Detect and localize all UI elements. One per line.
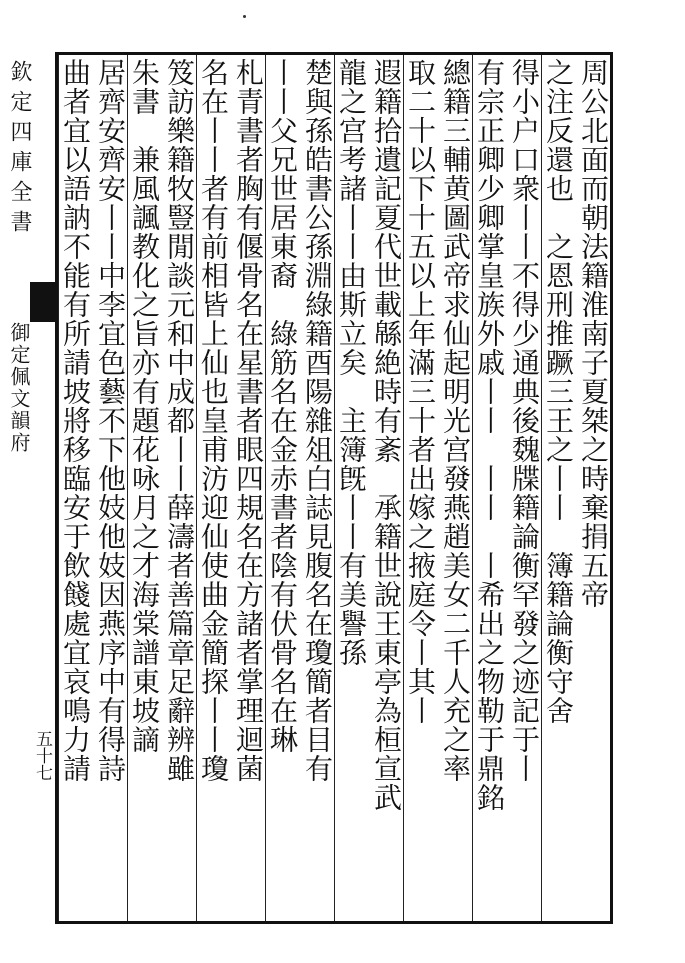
text-column-6: 取二十以下十五以上年滿三十者出嫁之掖庭令丨其丨 <box>404 58 437 725</box>
series-title: 欽定四庫全書 <box>7 60 32 240</box>
text-column-11: 札青書者胸有偃骨名在星書者眼四規名在方諸者掌理迴菌 <box>232 58 265 783</box>
text-column-4: 有宗正卿少卿掌皇族外戚丨丨 丨丨 丨希出之物勒于鼎銘 <box>473 58 506 812</box>
fishtail-mark <box>30 282 56 322</box>
ink-speck <box>243 15 246 18</box>
text-column-2: 之注反還也 之恩刑推蹶三王之丨丨 簿籍論衡守舍 <box>542 58 575 725</box>
text-column-8: 龍之宫考諸丨丨由斯立矣 主簿旣丨丨有美譽孫 <box>335 58 368 667</box>
text-column-14: 朱書 兼風諷教化之旨亦有題花咏月之才海棠譜東坡謫 <box>128 58 161 754</box>
text-column-16: 曲者宜以語訥不能有所請坡將移臨安于飲餞處宜哀鳴力請 <box>59 58 92 783</box>
text-column-15: 居齊安齊安丨丨中李宜色藝不下他妓他妓因燕序中有得詩 <box>94 58 127 783</box>
text-column-7: 遐籍拾遺記夏代世載緜絶時有紊 承籍世說王東亭為桓宣武 <box>370 58 403 812</box>
text-column-9: 楚與孫皓書公孫淵綠籍酉陽雜俎白誌見腹名在瓊簡者目有 <box>301 58 334 783</box>
text-column-10: 丨丨父兄世居東裔 綠筋名在金赤書者陰有伏骨名在琳 <box>266 58 299 754</box>
text-column-12: 名在丨丨者有前相皆上仙也皇甫汸迎仙使曲金簡探丨丨瓊 <box>197 58 230 783</box>
text-column-5: 總籍三輔黄圖武帝求仙起明光宫發燕趙美女二千人充之率 <box>439 58 472 783</box>
book-title: 御定佩文韻府 <box>7 322 31 454</box>
text-column-3: 得小户口衆丨丨不得少通典後魏牒籍論衡罕發之迹記于丨 <box>508 58 541 783</box>
page-number: 五十七 <box>32 730 52 781</box>
text-column-13: 笈訪樂籍牧豎閒談元和中成都丨丨薛濤者善篇章足辭辨雖 <box>163 58 196 783</box>
text-column-1: 周公北面而朝法籍淮南子夏桀之時棄捐五帝 <box>577 58 610 609</box>
